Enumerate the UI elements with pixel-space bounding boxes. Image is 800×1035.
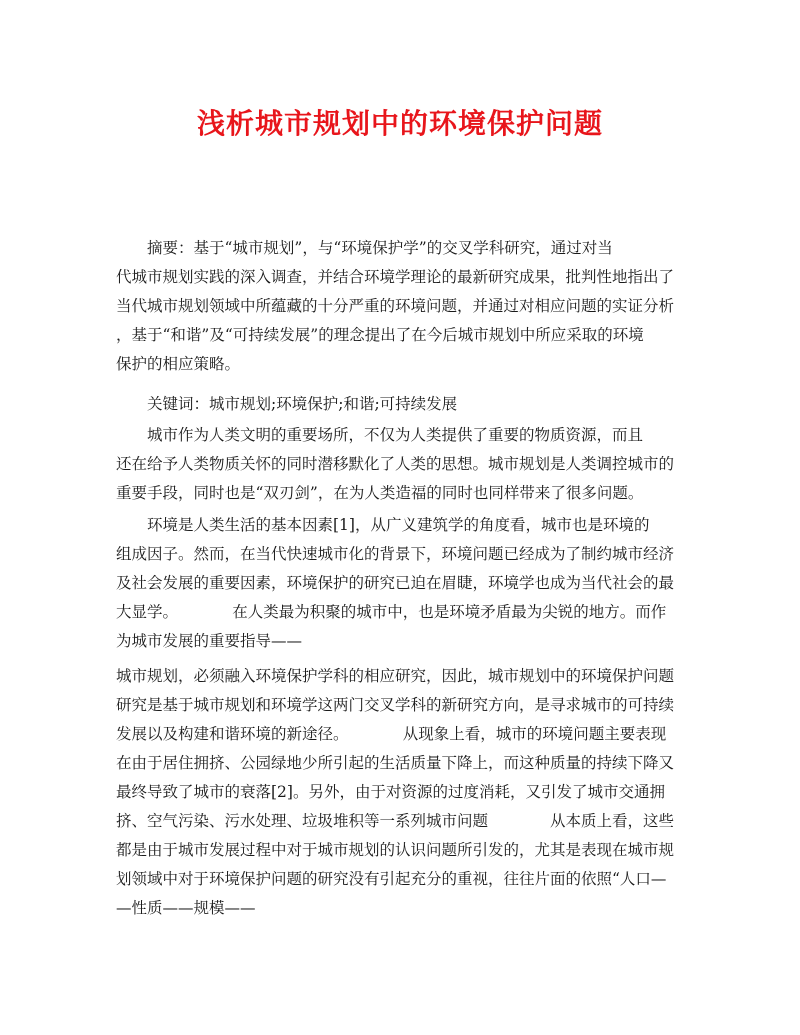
- body-line: 重要手段，同时也是“双刃剑”，在为人类造福的同时也同样带来了很多问题。: [116, 484, 644, 502]
- body-line: 发展以及构建和谐环境的新途径。 从现象上看，城市的环境问题主要表现: [116, 725, 667, 743]
- body-line: 当代城市规划领域中所蕴藏的十分严重的环境问题，并通过对相应问题的实证分析: [116, 297, 675, 315]
- body-line: 在由于居住拥挤、公园绿地少所引起的生活质量下降上，而这种质量的持续下降又: [116, 754, 675, 772]
- body-line: ，基于“和谐”及“可持续发展”的理念提出了在今后城市规划中所应采取的环境: [116, 326, 644, 344]
- body-line: 研究是基于城市规划和环境学这两门交叉学科的新研究方向，是寻求城市的可持续: [116, 696, 675, 714]
- body-line: 保护的相应策略。: [116, 355, 241, 373]
- body-line: 代城市规划实践的深入调查，并结合环境学理论的最新研究成果，批判性地指出了: [116, 268, 675, 286]
- body-line: 城市规划，必须融入环境保护学科的相应研究，因此，城市规划中的环境保护问题: [116, 667, 675, 685]
- body-line: 城市作为人类文明的重要场所，不仅为人类提供了重要的物质资源，而且: [116, 426, 644, 444]
- body-line: 摘要：基于“城市规划”，与“环境保护学”的交叉学科研究，通过对当: [116, 239, 613, 257]
- body-line: 都是由于城市发展过程中对于城市规划的认识问题所引发的，尤其是表现在城市规: [116, 841, 675, 859]
- body-line: 组成因子。然而，在当代快速城市化的背景下，环境问题已经成为了制约城市经济: [116, 545, 675, 563]
- body-line: 为城市发展的重要指导——: [116, 632, 303, 650]
- body-line: 大显学。 在人类最为积聚的城市中，也是环境矛盾最为尖锐的地方。而作: [116, 603, 667, 621]
- body-line: —性质——规模——: [116, 899, 256, 917]
- body-line: 还在给予人类物质关怀的同时潜移默化了人类的思想。城市规划是人类调控城市的: [116, 455, 675, 473]
- body-line: 环境是人类生活的基本因素[1]，从广义建筑学的角度看，城市也是环境的: [116, 516, 650, 534]
- body-line: 划领域中对于环境保护问题的研究没有引起充分的重视，往往片面的依照“人口—: [116, 870, 667, 888]
- body-line: 及社会发展的重要因素，环境保护的研究已迫在眉睫，环境学也成为当代社会的最: [116, 574, 675, 592]
- body-line: 挤、空气污染、污水处理、垃圾堆积等一系列城市问题 从本质上看，这些: [116, 812, 675, 830]
- document-title: 浅析城市规划中的环境保护问题: [196, 107, 603, 140]
- body-line: 最终导致了城市的衰落[2]。另外，由于对资源的过度消耗，又引发了城市交通拥: [116, 783, 665, 801]
- keywords-line: 关键词：城市规划;环境保护;和谐;可持续发展: [116, 395, 458, 413]
